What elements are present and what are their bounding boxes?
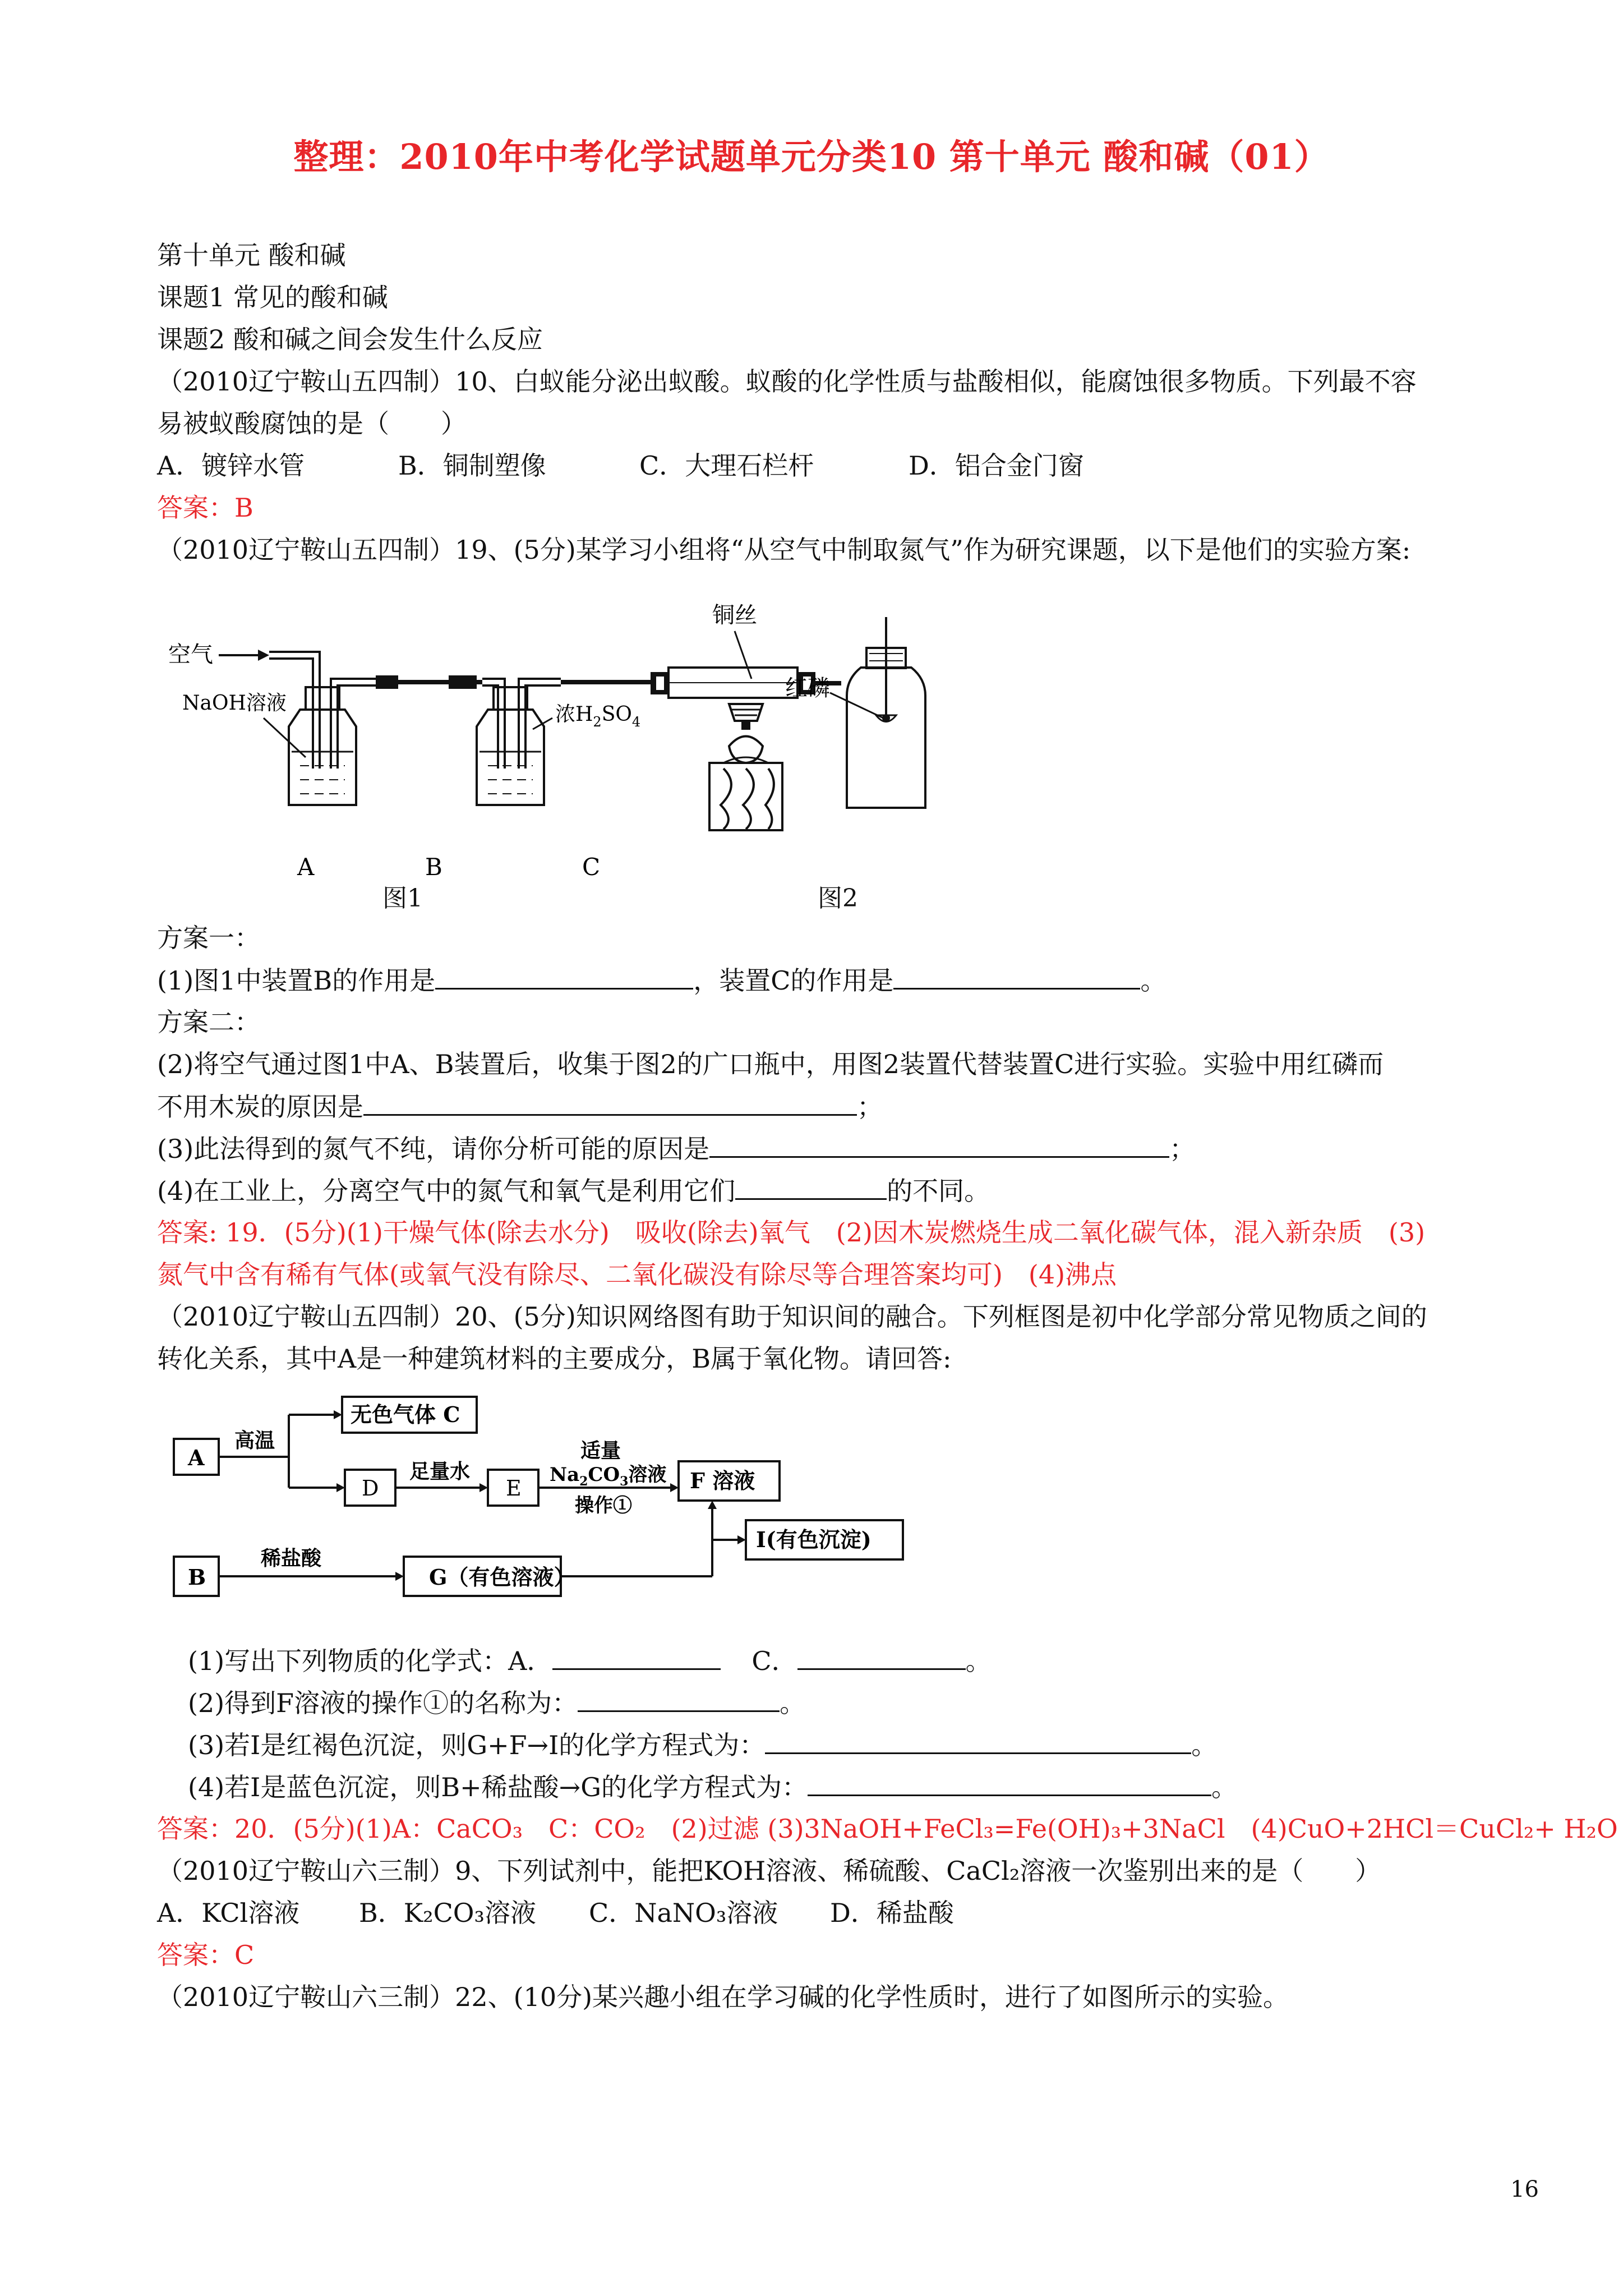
plan-2-label: 方案二： xyxy=(157,1007,260,1037)
heading-unit: 第十单元 酸和碱 xyxy=(157,240,346,270)
q19-answer-line-2: 氮气中含有稀有气体(或氧气没有除尽、二氧化碳没有除尽等合理答案均可) (4)沸点 xyxy=(157,1259,1117,1290)
q20-stem-2: 转化关系，其中A是一种建筑材料的主要成分，B属于氧化物。请回答: xyxy=(157,1343,952,1374)
phosphorus-pointer xyxy=(830,693,883,718)
q10-option-d: D．铝合金门窗 xyxy=(909,450,1084,481)
q20-blank-c[interactable] xyxy=(797,1644,966,1670)
q20-blank-4[interactable] xyxy=(808,1770,1211,1796)
q20-stem-1: （2010辽宁鞍山五四制）20、(5分)知识网络图有助于知识间的融合。下列框图是初中化学部分常见物质之间的 xyxy=(157,1301,1427,1332)
q19-part-4-text: (4)在工业上，分离空气中的氮气和氧气是利用它们 xyxy=(157,1176,736,1206)
label-high-temp: 高温 xyxy=(234,1429,275,1452)
bottle-a xyxy=(289,679,376,805)
q9-option-b: B．K₂CO₃溶液 xyxy=(359,1898,536,1928)
node-d: D xyxy=(362,1476,379,1501)
q19-part-2-text: 不用木炭的原因是 xyxy=(157,1092,363,1122)
plan-1-label: 方案一： xyxy=(157,923,260,953)
naoh-label: NaOH溶液 xyxy=(182,692,287,715)
node-i: I(有色沉淀) xyxy=(756,1527,872,1552)
q20-blank-a[interactable] xyxy=(552,1644,721,1670)
acid-label: 浓$H_2SO_4$ xyxy=(555,703,641,730)
copper-label: 铜丝 xyxy=(712,602,757,628)
node-e: E xyxy=(506,1476,522,1501)
q20-part-1 xyxy=(188,1644,992,1678)
q20-blank-2[interactable] xyxy=(578,1686,780,1712)
node-a: A xyxy=(188,1445,205,1470)
q19-part-3 xyxy=(157,1131,1195,1166)
q19-part-1-text-b: ，装置C的作用是 xyxy=(693,965,894,996)
alcohol-burner xyxy=(723,704,768,763)
node-f: F 溶液 xyxy=(690,1468,755,1493)
q20-part-1-text: (1)写出下列物质的化学式：A． xyxy=(188,1646,553,1676)
q19-part-3-end: ； xyxy=(1169,1134,1196,1164)
q9-stem: （2010辽宁鞍山六三制）9、下列试剂中，能把KOH溶液、稀硫酸、CaCl₂溶液一次鉴别出来的是（ ） xyxy=(157,1856,1381,1886)
label-operation: 操作① xyxy=(575,1494,632,1517)
q19-part-2-line-2 xyxy=(157,1089,883,1124)
label-a: A xyxy=(297,853,315,881)
q19-blank-2[interactable] xyxy=(893,963,1140,990)
q20-part-3 xyxy=(188,1728,1217,1762)
connector-ab-2 xyxy=(449,675,477,689)
acid-pointer xyxy=(533,718,552,729)
q9-option-c: C．NaNO₃溶液 xyxy=(589,1898,778,1928)
heading-topic-2: 课题2 酸和碱之间会发生什么反应 xyxy=(157,324,543,355)
label-reagent: $Na_2CO_3$溶液 xyxy=(550,1464,667,1489)
air-arrow-head xyxy=(258,650,269,661)
label-water: 足量水 xyxy=(409,1460,471,1483)
q22-stem: （2010辽宁鞍山六三制）22、(10分)某兴趣小组在学习碱的化学性质时，进行了如图所示的实验。 xyxy=(157,1982,1289,2012)
q10-option-c: C．大理石栏杆 xyxy=(639,450,814,481)
label-dilute-hcl: 稀盐酸 xyxy=(261,1547,322,1570)
q19-part-3-text: (3)此法得到的氮气不纯，请你分析可能的原因是 xyxy=(157,1134,710,1164)
q19-part-2-end: ； xyxy=(857,1092,883,1122)
q20-blank-3[interactable] xyxy=(765,1728,1191,1754)
q10-answer: 答案：B xyxy=(157,493,253,523)
q19-part-4 xyxy=(157,1174,990,1208)
q20-part-2 xyxy=(188,1686,805,1720)
q19-stem: （2010辽宁鞍山五四制）19、(5分)某学习小组将“从空气中制取氮气”作为研究课题，以下是他们的实验方案: xyxy=(157,535,1411,565)
node-b: B xyxy=(188,1565,206,1590)
q19-apparatus-figure xyxy=(157,583,976,898)
q20-answer: 答案：20．(5分)(1)A：CaCO₃ C：CO₂ (2)过滤 (3)3NaOH+FeCl₃=Fe(OH)₃+3NaCl (4)CuO+2HCl＝CuCl₂+ H₂O xyxy=(157,1814,1618,1844)
q20-part-4-text: (4)若I是蓝色沉淀，则B+稀盐酸→G的化学方程式为： xyxy=(188,1772,808,1802)
q10-option-b: B．铜制塑像 xyxy=(398,450,546,481)
q9-options xyxy=(157,1896,954,1930)
q10-stem-1: （2010辽宁鞍山五四制）10、白蚁能分泌出蚁酸。蚁酸的化学性质与盐酸相似，能腐蚀很多物质。下列最不容 xyxy=(157,366,1417,397)
q19-blank-4[interactable] xyxy=(709,1131,1169,1158)
heading-topic-1: 课题1 常见的酸和碱 xyxy=(157,282,388,312)
q20-part-4 xyxy=(188,1770,1237,1804)
label-moderate: 适量 xyxy=(580,1439,621,1462)
q20-part-1-text-c: C． xyxy=(751,1646,797,1676)
figure-1-caption: 图1 xyxy=(382,884,423,913)
bottle-b xyxy=(477,679,561,805)
label-c: C xyxy=(582,853,601,881)
label-b: B xyxy=(425,853,442,881)
q20-part-2-end: 。 xyxy=(780,1688,806,1718)
connector-ab xyxy=(376,675,398,689)
phosphorus-label: 红磷 xyxy=(785,675,830,701)
node-g: G（有色溶液） xyxy=(429,1565,575,1590)
q10-stem-2: 易被蚁酸腐蚀的是（ ） xyxy=(157,408,467,439)
copper-pointer xyxy=(735,631,751,679)
q19-blank-3[interactable] xyxy=(363,1089,857,1116)
q19-part-2-line-1: (2)将空气通过图1中A、B装置后，收集于图2的广口瓶中，用图2装置代替装置C进行实验。实验中用红磷而 xyxy=(157,1049,1384,1079)
naoh-pointer xyxy=(264,718,306,757)
q19-part-1 xyxy=(157,963,1166,997)
node-c: 无色气体 C xyxy=(351,1402,460,1427)
air-label: 空气 xyxy=(168,642,213,668)
page-number: 16 xyxy=(1510,2177,1539,2202)
q20-part-3-end: 。 xyxy=(1191,1730,1218,1760)
q10-options xyxy=(157,449,1084,482)
q9-answer: 答案：C xyxy=(157,1940,255,1970)
figure-2-caption: 图2 xyxy=(818,884,858,913)
q20-flow-diagram xyxy=(163,1391,925,1616)
page-title: 整理：2010年中考化学试题单元分类10 第十单元 酸和碱（01） xyxy=(293,136,1330,177)
jar-figure-2 xyxy=(847,617,925,808)
q19-blank-5[interactable] xyxy=(735,1174,887,1200)
q20-part-3-text: (3)若I是红褐色沉淀，则G+F→I的化学方程式为： xyxy=(188,1730,766,1760)
q19-part-4-end: 的不同。 xyxy=(887,1176,990,1206)
q20-part-1-end: 。 xyxy=(965,1646,992,1676)
q19-part-1-text: (1)图1中装置B的作用是 xyxy=(157,965,436,996)
q19-blank-1[interactable] xyxy=(435,963,693,990)
q20-part-2-text: (2)得到F溶液的操作①的名称为： xyxy=(188,1688,578,1718)
q19-answer-line-1: 答案: 19．(5分)(1)干燥气体(除去水分) 吸收(除去)氧气 (2)因木炭燃烧生成二氧化碳气体，混入新杂质 (3) xyxy=(157,1217,1426,1248)
q20-part-4-end: 。 xyxy=(1211,1772,1237,1802)
q10-option-a: A．镀锌水管 xyxy=(157,450,305,481)
q19-part-1-end: 。 xyxy=(1140,965,1166,996)
q9-option-d: D．稀盐酸 xyxy=(830,1898,954,1928)
wood-block xyxy=(709,763,782,830)
q9-option-a: A．KCl溶液 xyxy=(157,1898,300,1928)
